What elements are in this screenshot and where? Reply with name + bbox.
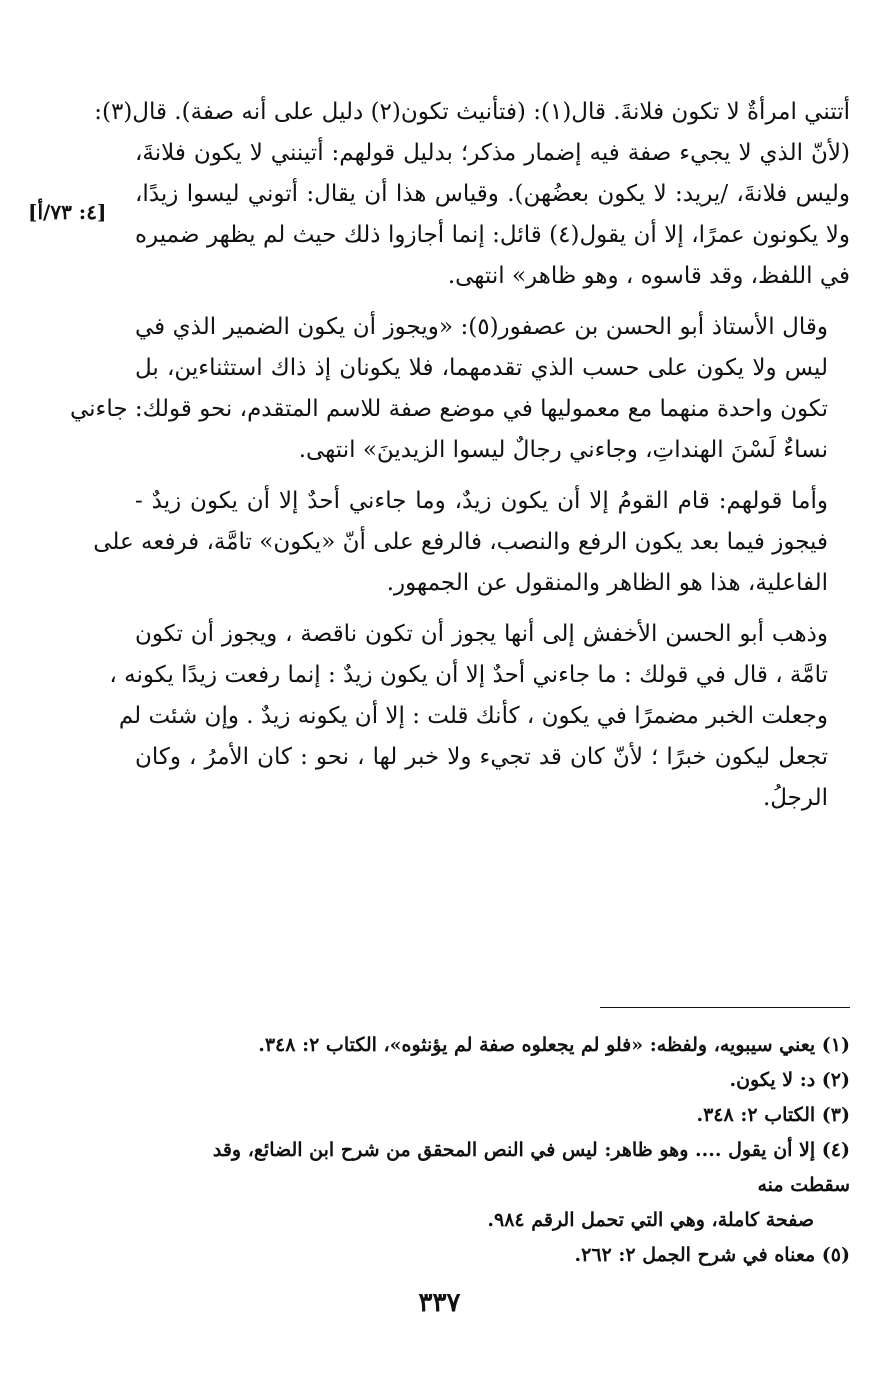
text-line: وذهب أبو الحسن الأخفش إلى أنها يجوز أن تكون ناقصة ، ويجوز أن تكون <box>135 621 828 647</box>
margin-reference: [٤: ٧٣/أ] <box>28 200 107 224</box>
text-line: في اللفظ، وقد قاسوه ، وهو ظاهر» انتهى. <box>447 263 850 289</box>
main-text <box>69 92 850 829</box>
paragraph-3 <box>93 481 850 604</box>
footnote-text: (٤) إلا أن يقول .... وهو ظاهر: ليس في النص المحقق من شرح ابن الضائع، وقد سقطت منه <box>212 1139 850 1196</box>
footnote-1 <box>160 1028 850 1063</box>
footnote-text: (٥) معناه في شرح الجمل ٢: ٢٦٢. <box>574 1244 850 1266</box>
paragraph-1 <box>94 92 850 297</box>
footnote-2 <box>160 1063 850 1098</box>
footnote-5 <box>160 1238 850 1273</box>
footnote-separator <box>600 1007 850 1008</box>
footnotes <box>160 1028 850 1273</box>
text-line: الفاعلية، هذا هو الظاهر والمنقول عن الجمهور. <box>386 570 828 596</box>
text-line: تامَّة ، قال في قولك : ما جاءني أحدٌ إلا أن يكون زيدٌ : إنما رفعت زيدًا يكونه ، <box>109 662 828 688</box>
footnote-4 <box>160 1133 850 1238</box>
text-line: وأما قولهم: قام القومُ إلا أن يكون زيدٌ، وما جاءني أحدٌ إلا أن يكون زيدٌ - <box>135 488 828 514</box>
text-line: نساءٌ لَسْنَ الهنداتِ، وجاءني رجالٌ ليسوا الزيدينَ» انتهى. <box>298 437 828 463</box>
text-line: تكون واحدة منهما مع معموليها في موضع صفة للاسم المتقدم، نحو قولك: جاءني <box>69 396 828 422</box>
text-line: فيجوز فيما بعد يكون الرفع والنصب، فالرفع على أنّ «يكون» تامَّة، فرفعه على <box>93 529 828 555</box>
footnote-text: (١) يعني سيبويه، ولفظه: «فلو لم يجعلوه صفة لم يؤنثوه»، الكتاب ٢: ٣٤٨. <box>258 1034 850 1056</box>
text-line: وليس فلانةَ، /يريد: لا يكون بعضُهن). وقياس هذا أن يقال: أتوني ليسوا زيدًا، <box>135 181 850 207</box>
text-line: ولا يكونون عمرًا، إلا أن يقول(٤) قائل: إنما أجازوا ذلك حيث لم يظهر ضميره <box>135 222 850 248</box>
text-line: الرجلُ. <box>762 785 828 811</box>
paragraph-4 <box>109 614 850 819</box>
text-line: ليس ولا يكون على حسب الذي تقدمهما، فلا يكونان إذ ذاك استثناءين، بل <box>135 355 828 381</box>
footnote-text: (٣) الكتاب ٢: ٣٤٨. <box>696 1104 850 1126</box>
text-line: تجعل ليكون خبرًا ؛ لأنّ كان قد تجيء ولا خبر لها ، نحو : كان الأمرُ ، وكان <box>135 744 828 770</box>
footnote-text-continued: صفحة كاملة، وهي التي تحمل الرقم ٩٨٤. <box>487 1209 814 1231</box>
text-line: وجعلت الخبر مضمرًا في يكون ، كأنك قلت : إلا أن يكونه زيدٌ . وإن شئت لم <box>118 703 828 729</box>
text-line: وقال الأستاذ أبو الحسن بن عصفور(٥): «ويجوز أن يكون الضمير الذي في <box>135 314 828 340</box>
paragraph-2 <box>69 307 850 471</box>
text-line: أتتني امرأةٌ لا تكون فلانةَ. قال(١): (فتأنيث تكون(٢) دليل على أنه صفة). قال(٣): <box>94 99 850 125</box>
footnote-text: (٢) د: لا يكون. <box>729 1069 850 1091</box>
footnote-3 <box>160 1098 850 1133</box>
text-line: (لأنّ الذي لا يجيء صفة فيه إضمار مذكر؛ بدليل قولهم: أتينني لا يكون فلانةَ، <box>135 140 850 166</box>
page-number: ٣٣٧ <box>418 1288 461 1318</box>
